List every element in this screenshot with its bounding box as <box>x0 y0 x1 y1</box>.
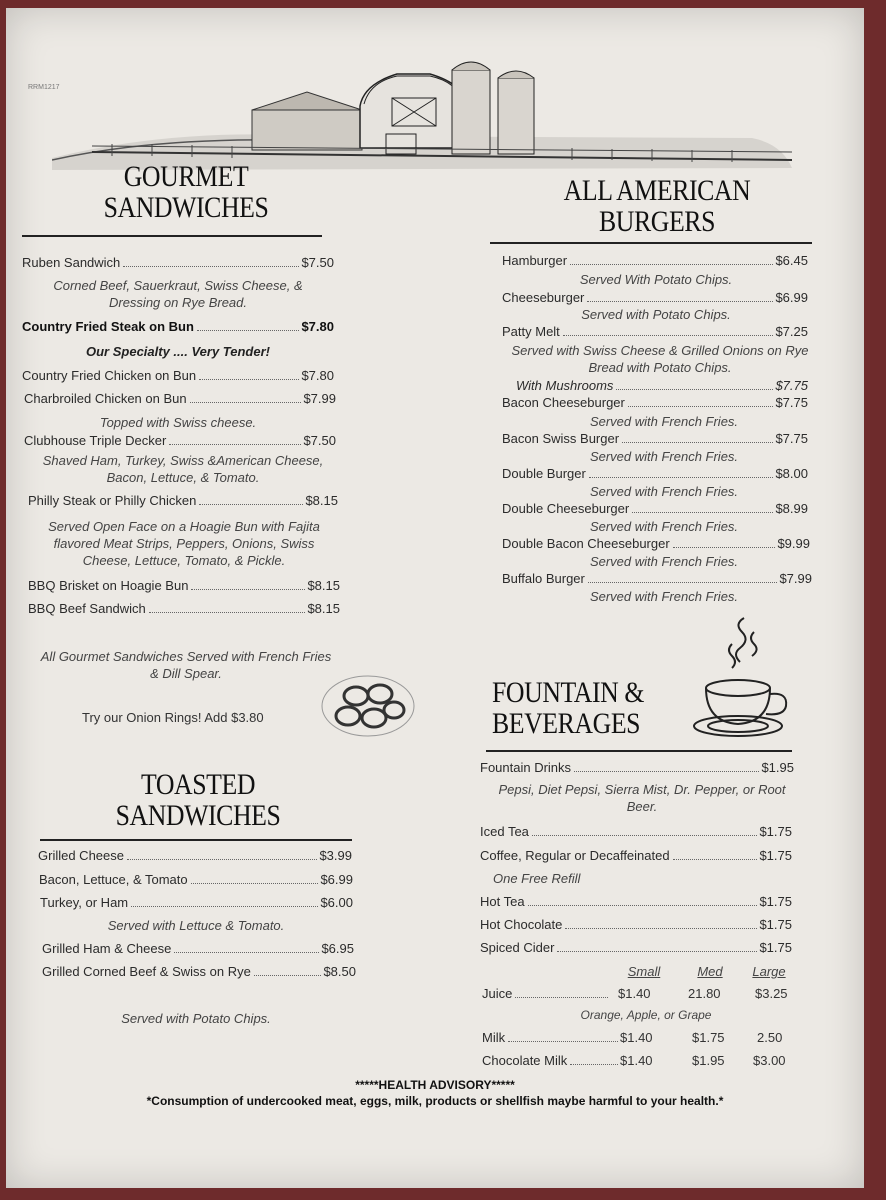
item-name: Double Burger <box>502 466 586 481</box>
menu-item <box>28 578 340 593</box>
leader-dots <box>589 477 774 478</box>
item-name: Bacon Cheeseburger <box>502 395 625 410</box>
item-description: Corned Beef, Sauerkraut, Swiss Cheese, & Dressing on Rye Bread. <box>53 278 303 310</box>
item-name: Cheeseburger <box>502 290 585 305</box>
menu-item <box>502 431 808 446</box>
item-name: Spiced Cider <box>480 940 555 955</box>
item-price: $1.75 <box>759 917 792 932</box>
menu-item <box>502 571 812 586</box>
menu-page <box>6 8 864 1188</box>
menu-item <box>480 824 792 839</box>
item-description: Served With Potato Chips. <box>579 272 733 287</box>
item-name: Charbroiled Chicken on Bun <box>24 391 187 406</box>
leader-dots <box>532 835 758 836</box>
item-price: $8.15 <box>307 601 340 616</box>
item-price: $6.45 <box>775 253 808 268</box>
leader-dots <box>174 952 319 953</box>
item-name: Hot Tea <box>480 894 525 909</box>
item-description: Served with Potato Chips. <box>581 307 731 322</box>
toasted-rule <box>40 839 352 841</box>
burgers-heading-line2: BURGERS <box>599 205 715 238</box>
leader-dots <box>199 504 303 505</box>
leader-dots <box>190 402 302 403</box>
barn-illustration <box>52 48 792 176</box>
size-small-label: Small <box>627 964 661 979</box>
leader-dots <box>557 951 757 952</box>
leader-dots <box>508 1041 618 1042</box>
item-name: Chocolate Milk <box>482 1053 568 1068</box>
toasted-heading-line2: SANDWICHES <box>115 799 281 832</box>
leader-dots <box>515 997 608 998</box>
leader-dots <box>254 975 322 976</box>
item-price: $7.80 <box>301 319 334 334</box>
item-price: $7.50 <box>301 255 334 270</box>
leader-dots <box>588 582 778 583</box>
item-name: Bacon, Lettuce, & Tomato <box>39 872 188 887</box>
toasted-heading <box>78 769 319 831</box>
juice-small-price: $1.40 <box>618 986 651 1001</box>
menu-item <box>38 848 352 863</box>
item-name: Buffalo Burger <box>502 571 585 586</box>
item-price: $7.80 <box>301 368 334 383</box>
menu-item <box>24 391 336 406</box>
item-price: $1.95 <box>761 760 794 775</box>
menu-item <box>480 848 792 863</box>
burgers-heading-line1: ALL AMERICAN <box>563 174 751 207</box>
leader-dots <box>563 335 774 336</box>
leader-dots <box>127 859 317 860</box>
choc-large-price: $3.00 <box>753 1053 786 1068</box>
item-description: Served with Swiss Cheese & Grilled Onions on Rye Bread with Potato Chips. <box>511 343 809 375</box>
gourmet-rule <box>22 235 322 237</box>
item-description: Served with Lettuce & Tomato. <box>107 918 285 933</box>
burgers-rule <box>490 242 812 244</box>
juice-row <box>482 986 610 1001</box>
item-description: Our Specialty .... Very Tender! <box>86 344 270 359</box>
item-price: $7.75 <box>775 395 808 410</box>
leader-dots <box>191 883 319 884</box>
advisory-text: *Consumption of undercooked meat, eggs, milk, products or shellfish maybe harmful to your health.* <box>146 1094 724 1108</box>
leader-dots <box>131 906 318 907</box>
item-name: Patty Melt <box>502 324 560 339</box>
gourmet-heading <box>66 161 307 223</box>
item-price: $1.75 <box>759 940 792 955</box>
menu-item <box>42 941 354 956</box>
item-name: Grilled Ham & Cheese <box>42 941 172 956</box>
menu-item <box>502 395 808 410</box>
item-price: $8.50 <box>323 964 356 979</box>
menu-item <box>22 255 334 270</box>
item-name: Double Cheeseburger <box>502 501 630 516</box>
fountain-heading-line1: FOUNTAIN & <box>492 676 645 709</box>
leader-dots <box>616 389 773 390</box>
fountain-heading-line2: BEVERAGES <box>492 707 641 740</box>
item-description: Served with French Fries. <box>589 589 739 604</box>
onion-rings-note: Try our Onion Rings! Add $3.80 <box>82 710 264 725</box>
juice-med-price: 21.80 <box>688 986 721 1001</box>
item-price: $8.99 <box>775 501 808 516</box>
burgers-heading <box>524 175 791 237</box>
toasted-footer: Served with Potato Chips. <box>121 1011 271 1026</box>
leader-dots <box>123 266 299 267</box>
leader-dots <box>570 264 773 265</box>
menu-item <box>40 895 353 910</box>
item-price: $1.75 <box>759 894 792 909</box>
menu-item <box>24 433 336 448</box>
choc-med-price: $1.95 <box>692 1053 725 1068</box>
item-price: $7.75 <box>775 431 808 446</box>
menu-item <box>42 964 356 979</box>
size-large-label: Large <box>752 964 786 979</box>
item-price: $8.00 <box>775 466 808 481</box>
item-price: $1.75 <box>759 848 792 863</box>
item-description: Served with French Fries. <box>589 414 739 429</box>
item-price: $7.50 <box>303 433 336 448</box>
item-name: Fountain Drinks <box>480 760 572 775</box>
menu-item <box>502 466 808 481</box>
item-description: Pepsi, Diet Pepsi, Sierra Mist, Dr. Pepper, or Root Beer. <box>498 782 786 814</box>
juice-description: Orange, Apple, or Grape <box>580 1008 712 1022</box>
leader-dots <box>149 612 306 613</box>
fountain-rule <box>486 750 792 752</box>
item-price: $8.15 <box>305 493 338 508</box>
item-description: Topped with Swiss cheese. <box>99 415 257 430</box>
menu-item <box>480 917 792 932</box>
menu-item <box>502 536 810 551</box>
leader-dots <box>673 547 776 548</box>
item-price: $6.00 <box>320 895 353 910</box>
leader-dots <box>199 379 299 380</box>
item-name: Hot Chocolate <box>480 917 563 932</box>
item-name: Grilled Cheese <box>38 848 124 863</box>
item-name: Coffee, Regular or Decaffeinated <box>480 848 670 863</box>
item-price: $7.99 <box>779 571 812 586</box>
item-price: $6.95 <box>321 941 354 956</box>
leader-dots <box>632 512 773 513</box>
leader-dots <box>622 442 773 443</box>
menu-item <box>28 493 338 508</box>
size-med-label: Med <box>697 964 723 979</box>
leader-dots <box>565 928 757 929</box>
menu-item <box>480 894 792 909</box>
milk-small-price: $1.40 <box>620 1030 653 1045</box>
item-description: Served with French Fries. <box>589 519 739 534</box>
item-name: Grilled Corned Beef & Swiss on Rye <box>42 964 251 979</box>
item-name: Bacon Swiss Burger <box>502 431 620 446</box>
item-name: BBQ Beef Sandwich <box>28 601 146 616</box>
leader-dots <box>528 905 758 906</box>
milk-med-price: $1.75 <box>692 1030 725 1045</box>
leader-dots <box>570 1064 618 1065</box>
item-description: Served with French Fries. <box>589 554 739 569</box>
item-description: Served with French Fries. <box>589 449 739 464</box>
juice-large-price: $3.25 <box>755 986 788 1001</box>
menu-item <box>502 253 808 268</box>
leader-dots <box>628 406 774 407</box>
item-price: $8.15 <box>307 578 340 593</box>
item-price: $7.75 <box>775 378 808 393</box>
menu-item <box>22 368 334 383</box>
leader-dots <box>197 330 300 331</box>
item-name: Double Bacon Cheeseburger <box>502 536 670 551</box>
item-name: Milk <box>482 1030 506 1045</box>
toasted-heading-line1: TOASTED <box>140 768 256 801</box>
menu-item <box>502 501 808 516</box>
menu-item <box>480 940 792 955</box>
choc-small-price: $1.40 <box>620 1053 653 1068</box>
leader-dots <box>169 444 301 445</box>
item-name: Juice <box>482 986 513 1001</box>
item-price: $1.75 <box>759 824 792 839</box>
leader-dots <box>673 859 758 860</box>
item-description: Served Open Face on a Hoagie Bun with Fajita flavored Meat Strips, Peppers, Onions, Swiss Cheese, Lettuce, Tomato, & Pickle. <box>48 519 320 568</box>
item-description: Shaved Ham, Turkey, Swiss &American Cheese, Bacon, Lettuce, & Tomato. <box>42 453 324 485</box>
item-name: Turkey, or Ham <box>40 895 129 910</box>
menu-item <box>39 872 353 887</box>
item-name: With Mushrooms <box>516 378 614 393</box>
menu-item <box>28 601 340 616</box>
item-name: Philly Steak or Philly Chicken <box>28 493 197 508</box>
item-description: One Free Refill <box>493 871 581 886</box>
menu-item <box>502 324 808 339</box>
menu-item <box>516 378 808 393</box>
gourmet-heading-line2: SANDWICHES <box>103 191 269 224</box>
leader-dots <box>191 589 305 590</box>
leader-dots <box>587 301 773 302</box>
item-name: Country Fried Chicken on Bun <box>22 368 197 383</box>
menu-item <box>480 760 794 775</box>
advisory-title: *****HEALTH ADVISORY***** <box>355 1078 515 1092</box>
menu-item <box>502 290 808 305</box>
item-name: Ruben Sandwich <box>22 255 121 270</box>
item-price: $7.25 <box>775 324 808 339</box>
item-name: BBQ Brisket on Hoagie Bun <box>28 578 189 593</box>
gourmet-heading-line1: GOURMET <box>123 160 249 193</box>
item-name: Hamburger <box>502 253 568 268</box>
item-price: $3.99 <box>319 848 352 863</box>
item-price: $6.99 <box>775 290 808 305</box>
menu-code: RRM1217 <box>28 84 60 91</box>
item-name: Iced Tea <box>480 824 529 839</box>
coffee-cup-icon <box>692 614 792 746</box>
item-price: $7.99 <box>303 391 336 406</box>
onion-rings-illustration <box>318 670 418 740</box>
item-name: Clubhouse Triple Decker <box>24 433 167 448</box>
item-price: $6.99 <box>320 872 353 887</box>
item-description: Served with French Fries. <box>589 484 739 499</box>
menu-item <box>22 319 334 334</box>
item-price: $9.99 <box>777 536 810 551</box>
milk-large-price: 2.50 <box>757 1030 783 1045</box>
gourmet-footer: All Gourmet Sandwiches Served with French Fries & Dill Spear. <box>40 649 332 681</box>
leader-dots <box>574 771 759 772</box>
milk-row <box>482 1030 620 1045</box>
fountain-heading <box>492 677 647 739</box>
item-name: Country Fried Steak on Bun <box>22 319 194 334</box>
chocolate-milk-row <box>482 1053 620 1068</box>
